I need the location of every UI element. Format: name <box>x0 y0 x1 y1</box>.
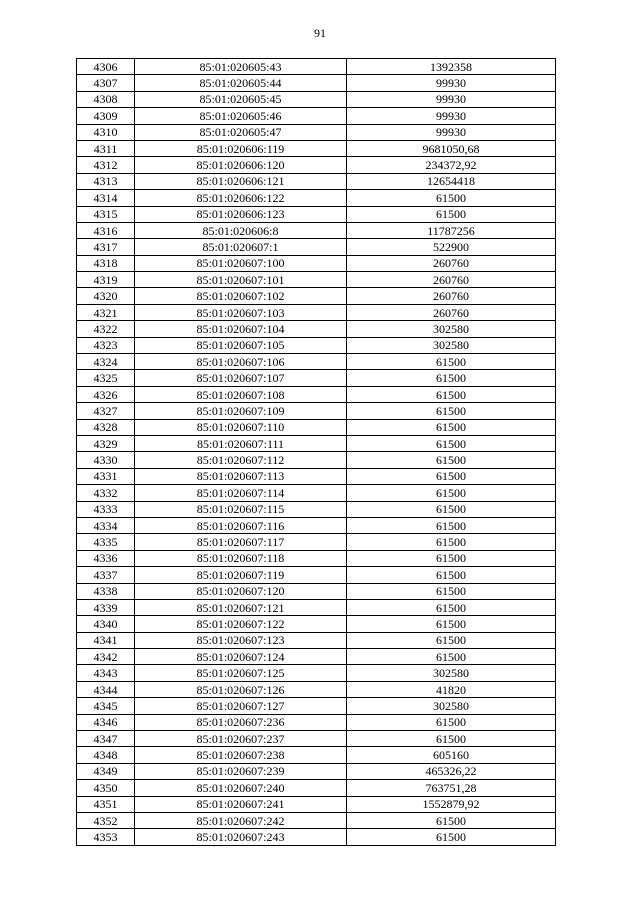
table-row <box>77 337 556 353</box>
cadastral-number-cell: 85:01:020607:238 <box>135 747 347 763</box>
cadastral-number-cell: 85:01:020607:1 <box>135 239 347 255</box>
table-row <box>77 501 556 517</box>
cadastral-number-cell: 85:01:020607:116 <box>135 517 347 533</box>
cadastral-number-cell: 85:01:020607:124 <box>135 649 347 665</box>
table-row <box>77 681 556 697</box>
value-cell: 1552879,92 <box>347 796 556 812</box>
row-number-cell: 4347 <box>77 731 135 747</box>
cadastral-number-cell: 85:01:020605:44 <box>135 75 347 91</box>
table-row <box>77 91 556 107</box>
table-row <box>77 649 556 665</box>
table-row <box>77 140 556 156</box>
cadastral-number-cell: 85:01:020605:43 <box>135 59 347 75</box>
row-number-cell: 4343 <box>77 665 135 681</box>
value-cell: 302580 <box>347 698 556 714</box>
cadastral-number-cell: 85:01:020607:100 <box>135 255 347 271</box>
table-row <box>77 452 556 468</box>
table-row <box>77 190 556 206</box>
value-cell: 302580 <box>347 337 556 353</box>
cadastral-number-cell: 85:01:020607:109 <box>135 403 347 419</box>
row-number-cell: 4337 <box>77 567 135 583</box>
table-row <box>77 517 556 533</box>
table-row <box>77 829 556 845</box>
value-cell: 260760 <box>347 304 556 320</box>
value-cell: 61500 <box>347 370 556 386</box>
value-cell: 61500 <box>347 583 556 599</box>
value-cell: 61500 <box>347 599 556 615</box>
value-cell: 302580 <box>347 321 556 337</box>
row-number-cell: 4346 <box>77 714 135 730</box>
cadastral-number-cell: 85:01:020607:108 <box>135 386 347 402</box>
row-number-cell: 4310 <box>77 124 135 140</box>
cadastral-number-cell: 85:01:020607:105 <box>135 337 347 353</box>
table-row <box>77 239 556 255</box>
table-row <box>77 386 556 402</box>
row-number-cell: 4345 <box>77 698 135 714</box>
table-row <box>77 485 556 501</box>
value-cell: 61500 <box>347 567 556 583</box>
row-number-cell: 4321 <box>77 304 135 320</box>
table-row <box>77 59 556 75</box>
cadastral-number-cell: 85:01:020607:114 <box>135 485 347 501</box>
table-row <box>77 354 556 370</box>
cadastral-number-cell: 85:01:020607:119 <box>135 567 347 583</box>
value-cell: 61500 <box>347 435 556 451</box>
cadastral-number-cell: 85:01:020606:119 <box>135 140 347 156</box>
row-number-cell: 4334 <box>77 517 135 533</box>
row-number-cell: 4325 <box>77 370 135 386</box>
table-row <box>77 714 556 730</box>
table-row <box>77 75 556 91</box>
row-number-cell: 4329 <box>77 435 135 451</box>
table-row <box>77 288 556 304</box>
value-cell: 61500 <box>347 190 556 206</box>
row-number-cell: 4333 <box>77 501 135 517</box>
table-row <box>77 222 556 238</box>
value-cell: 61500 <box>347 206 556 222</box>
row-number-cell: 4312 <box>77 157 135 173</box>
cadastral-number-cell: 85:01:020606:121 <box>135 173 347 189</box>
cadastral-number-cell: 85:01:020606:123 <box>135 206 347 222</box>
table-row <box>77 731 556 747</box>
row-number-cell: 4332 <box>77 485 135 501</box>
table-row <box>77 747 556 763</box>
cadastral-number-cell: 85:01:020607:104 <box>135 321 347 337</box>
page-number: 91 <box>314 26 326 40</box>
value-cell: 260760 <box>347 272 556 288</box>
table-row <box>77 796 556 812</box>
value-cell: 99930 <box>347 75 556 91</box>
value-cell: 99930 <box>347 108 556 124</box>
cadastral-number-cell: 85:01:020607:241 <box>135 796 347 812</box>
value-cell: 61500 <box>347 550 556 566</box>
table-row <box>77 763 556 779</box>
row-number-cell: 4349 <box>77 763 135 779</box>
cadastral-number-cell: 85:01:020607:122 <box>135 616 347 632</box>
table-row <box>77 550 556 566</box>
cadastral-number-cell: 85:01:020607:237 <box>135 731 347 747</box>
cadastral-number-cell: 85:01:020606:122 <box>135 190 347 206</box>
row-number-cell: 4314 <box>77 190 135 206</box>
table-row <box>77 616 556 632</box>
table-row <box>77 419 556 435</box>
value-cell: 465326,22 <box>347 763 556 779</box>
value-cell: 522900 <box>347 239 556 255</box>
table-row <box>77 403 556 419</box>
value-cell: 61500 <box>347 632 556 648</box>
value-cell: 260760 <box>347 255 556 271</box>
cadastral-number-cell: 85:01:020607:110 <box>135 419 347 435</box>
value-cell: 260760 <box>347 288 556 304</box>
value-cell: 61500 <box>347 812 556 828</box>
value-cell: 61500 <box>347 616 556 632</box>
table-row <box>77 108 556 124</box>
value-cell: 61500 <box>347 731 556 747</box>
table-row <box>77 599 556 615</box>
row-number-cell: 4322 <box>77 321 135 337</box>
cadastral-number-cell: 85:01:020605:47 <box>135 124 347 140</box>
table-body <box>77 59 556 846</box>
cadastral-number-cell: 85:01:020605:45 <box>135 91 347 107</box>
table-row <box>77 698 556 714</box>
table-row <box>77 665 556 681</box>
cadastral-number-cell: 85:01:020607:236 <box>135 714 347 730</box>
row-number-cell: 4339 <box>77 599 135 615</box>
value-cell: 61500 <box>347 419 556 435</box>
cadastral-number-cell: 85:01:020606:8 <box>135 222 347 238</box>
cadastral-number-cell: 85:01:020607:125 <box>135 665 347 681</box>
row-number-cell: 4340 <box>77 616 135 632</box>
row-number-cell: 4328 <box>77 419 135 435</box>
value-cell: 61500 <box>347 829 556 845</box>
value-cell: 61500 <box>347 386 556 402</box>
row-number-cell: 4350 <box>77 780 135 796</box>
row-number-cell: 4326 <box>77 386 135 402</box>
table-row <box>77 321 556 337</box>
value-cell: 61500 <box>347 501 556 517</box>
value-cell: 61500 <box>347 485 556 501</box>
value-cell: 9681050,68 <box>347 140 556 156</box>
row-number-cell: 4309 <box>77 108 135 124</box>
row-number-cell: 4317 <box>77 239 135 255</box>
cadastral-number-cell: 85:01:020607:115 <box>135 501 347 517</box>
cadastral-number-cell: 85:01:020607:240 <box>135 780 347 796</box>
value-cell: 61500 <box>347 517 556 533</box>
table-row <box>77 255 556 271</box>
table-row <box>77 780 556 796</box>
cadastral-number-cell: 85:01:020607:126 <box>135 681 347 697</box>
row-number-cell: 4313 <box>77 173 135 189</box>
value-cell: 61500 <box>347 452 556 468</box>
value-cell: 12654418 <box>347 173 556 189</box>
value-cell: 99930 <box>347 124 556 140</box>
row-number-cell: 4331 <box>77 468 135 484</box>
row-number-cell: 4319 <box>77 272 135 288</box>
value-cell: 61500 <box>347 534 556 550</box>
table-row <box>77 534 556 550</box>
row-number-cell: 4308 <box>77 91 135 107</box>
value-cell: 61500 <box>347 714 556 730</box>
row-number-cell: 4341 <box>77 632 135 648</box>
row-number-cell: 4330 <box>77 452 135 468</box>
cadastral-number-cell: 85:01:020607:120 <box>135 583 347 599</box>
row-number-cell: 4306 <box>77 59 135 75</box>
cadastral-number-cell: 85:01:020606:120 <box>135 157 347 173</box>
table-row <box>77 468 556 484</box>
table-row <box>77 173 556 189</box>
table-row <box>77 435 556 451</box>
table-row <box>77 567 556 583</box>
row-number-cell: 4323 <box>77 337 135 353</box>
table-row <box>77 812 556 828</box>
cadastral-number-cell: 85:01:020607:111 <box>135 435 347 451</box>
cadastral-number-cell: 85:01:020607:107 <box>135 370 347 386</box>
value-cell: 763751,28 <box>347 780 556 796</box>
value-cell: 61500 <box>347 468 556 484</box>
row-number-cell: 4316 <box>77 222 135 238</box>
value-cell: 61500 <box>347 403 556 419</box>
row-number-cell: 4353 <box>77 829 135 845</box>
cadastral-number-cell: 85:01:020607:118 <box>135 550 347 566</box>
row-number-cell: 4324 <box>77 354 135 370</box>
table-row <box>77 632 556 648</box>
cadastral-number-cell: 85:01:020607:127 <box>135 698 347 714</box>
table-row <box>77 304 556 320</box>
table-row <box>77 583 556 599</box>
row-number-cell: 4327 <box>77 403 135 419</box>
value-cell: 99930 <box>347 91 556 107</box>
row-number-cell: 4344 <box>77 681 135 697</box>
cadastral-number-cell: 85:01:020607:113 <box>135 468 347 484</box>
table-row <box>77 157 556 173</box>
cadastral-number-cell: 85:01:020607:243 <box>135 829 347 845</box>
table-row <box>77 206 556 222</box>
cadastral-number-cell: 85:01:020607:121 <box>135 599 347 615</box>
value-cell: 61500 <box>347 649 556 665</box>
value-cell: 41820 <box>347 681 556 697</box>
value-cell: 605160 <box>347 747 556 763</box>
value-cell: 11787256 <box>347 222 556 238</box>
cadastral-number-cell: 85:01:020607:106 <box>135 354 347 370</box>
cadastral-number-cell: 85:01:020607:123 <box>135 632 347 648</box>
row-number-cell: 4315 <box>77 206 135 222</box>
row-number-cell: 4307 <box>77 75 135 91</box>
row-number-cell: 4311 <box>77 140 135 156</box>
row-number-cell: 4320 <box>77 288 135 304</box>
cadastral-number-cell: 85:01:020607:103 <box>135 304 347 320</box>
cadastral-number-cell: 85:01:020607:117 <box>135 534 347 550</box>
table-row <box>77 272 556 288</box>
row-number-cell: 4352 <box>77 812 135 828</box>
cadastral-number-cell: 85:01:020607:239 <box>135 763 347 779</box>
row-number-cell: 4348 <box>77 747 135 763</box>
row-number-cell: 4335 <box>77 534 135 550</box>
value-cell: 61500 <box>347 354 556 370</box>
value-cell: 234372,92 <box>347 157 556 173</box>
value-cell: 1392358 <box>347 59 556 75</box>
cadastral-number-cell: 85:01:020607:101 <box>135 272 347 288</box>
row-number-cell: 4338 <box>77 583 135 599</box>
cadastral-value-table <box>76 58 556 846</box>
value-cell: 302580 <box>347 665 556 681</box>
table-row <box>77 370 556 386</box>
cadastral-number-cell: 85:01:020607:112 <box>135 452 347 468</box>
cadastral-number-cell: 85:01:020607:102 <box>135 288 347 304</box>
row-number-cell: 4342 <box>77 649 135 665</box>
row-number-cell: 4318 <box>77 255 135 271</box>
cadastral-number-cell: 85:01:020607:242 <box>135 812 347 828</box>
cadastral-number-cell: 85:01:020605:46 <box>135 108 347 124</box>
table-row <box>77 124 556 140</box>
row-number-cell: 4336 <box>77 550 135 566</box>
row-number-cell: 4351 <box>77 796 135 812</box>
